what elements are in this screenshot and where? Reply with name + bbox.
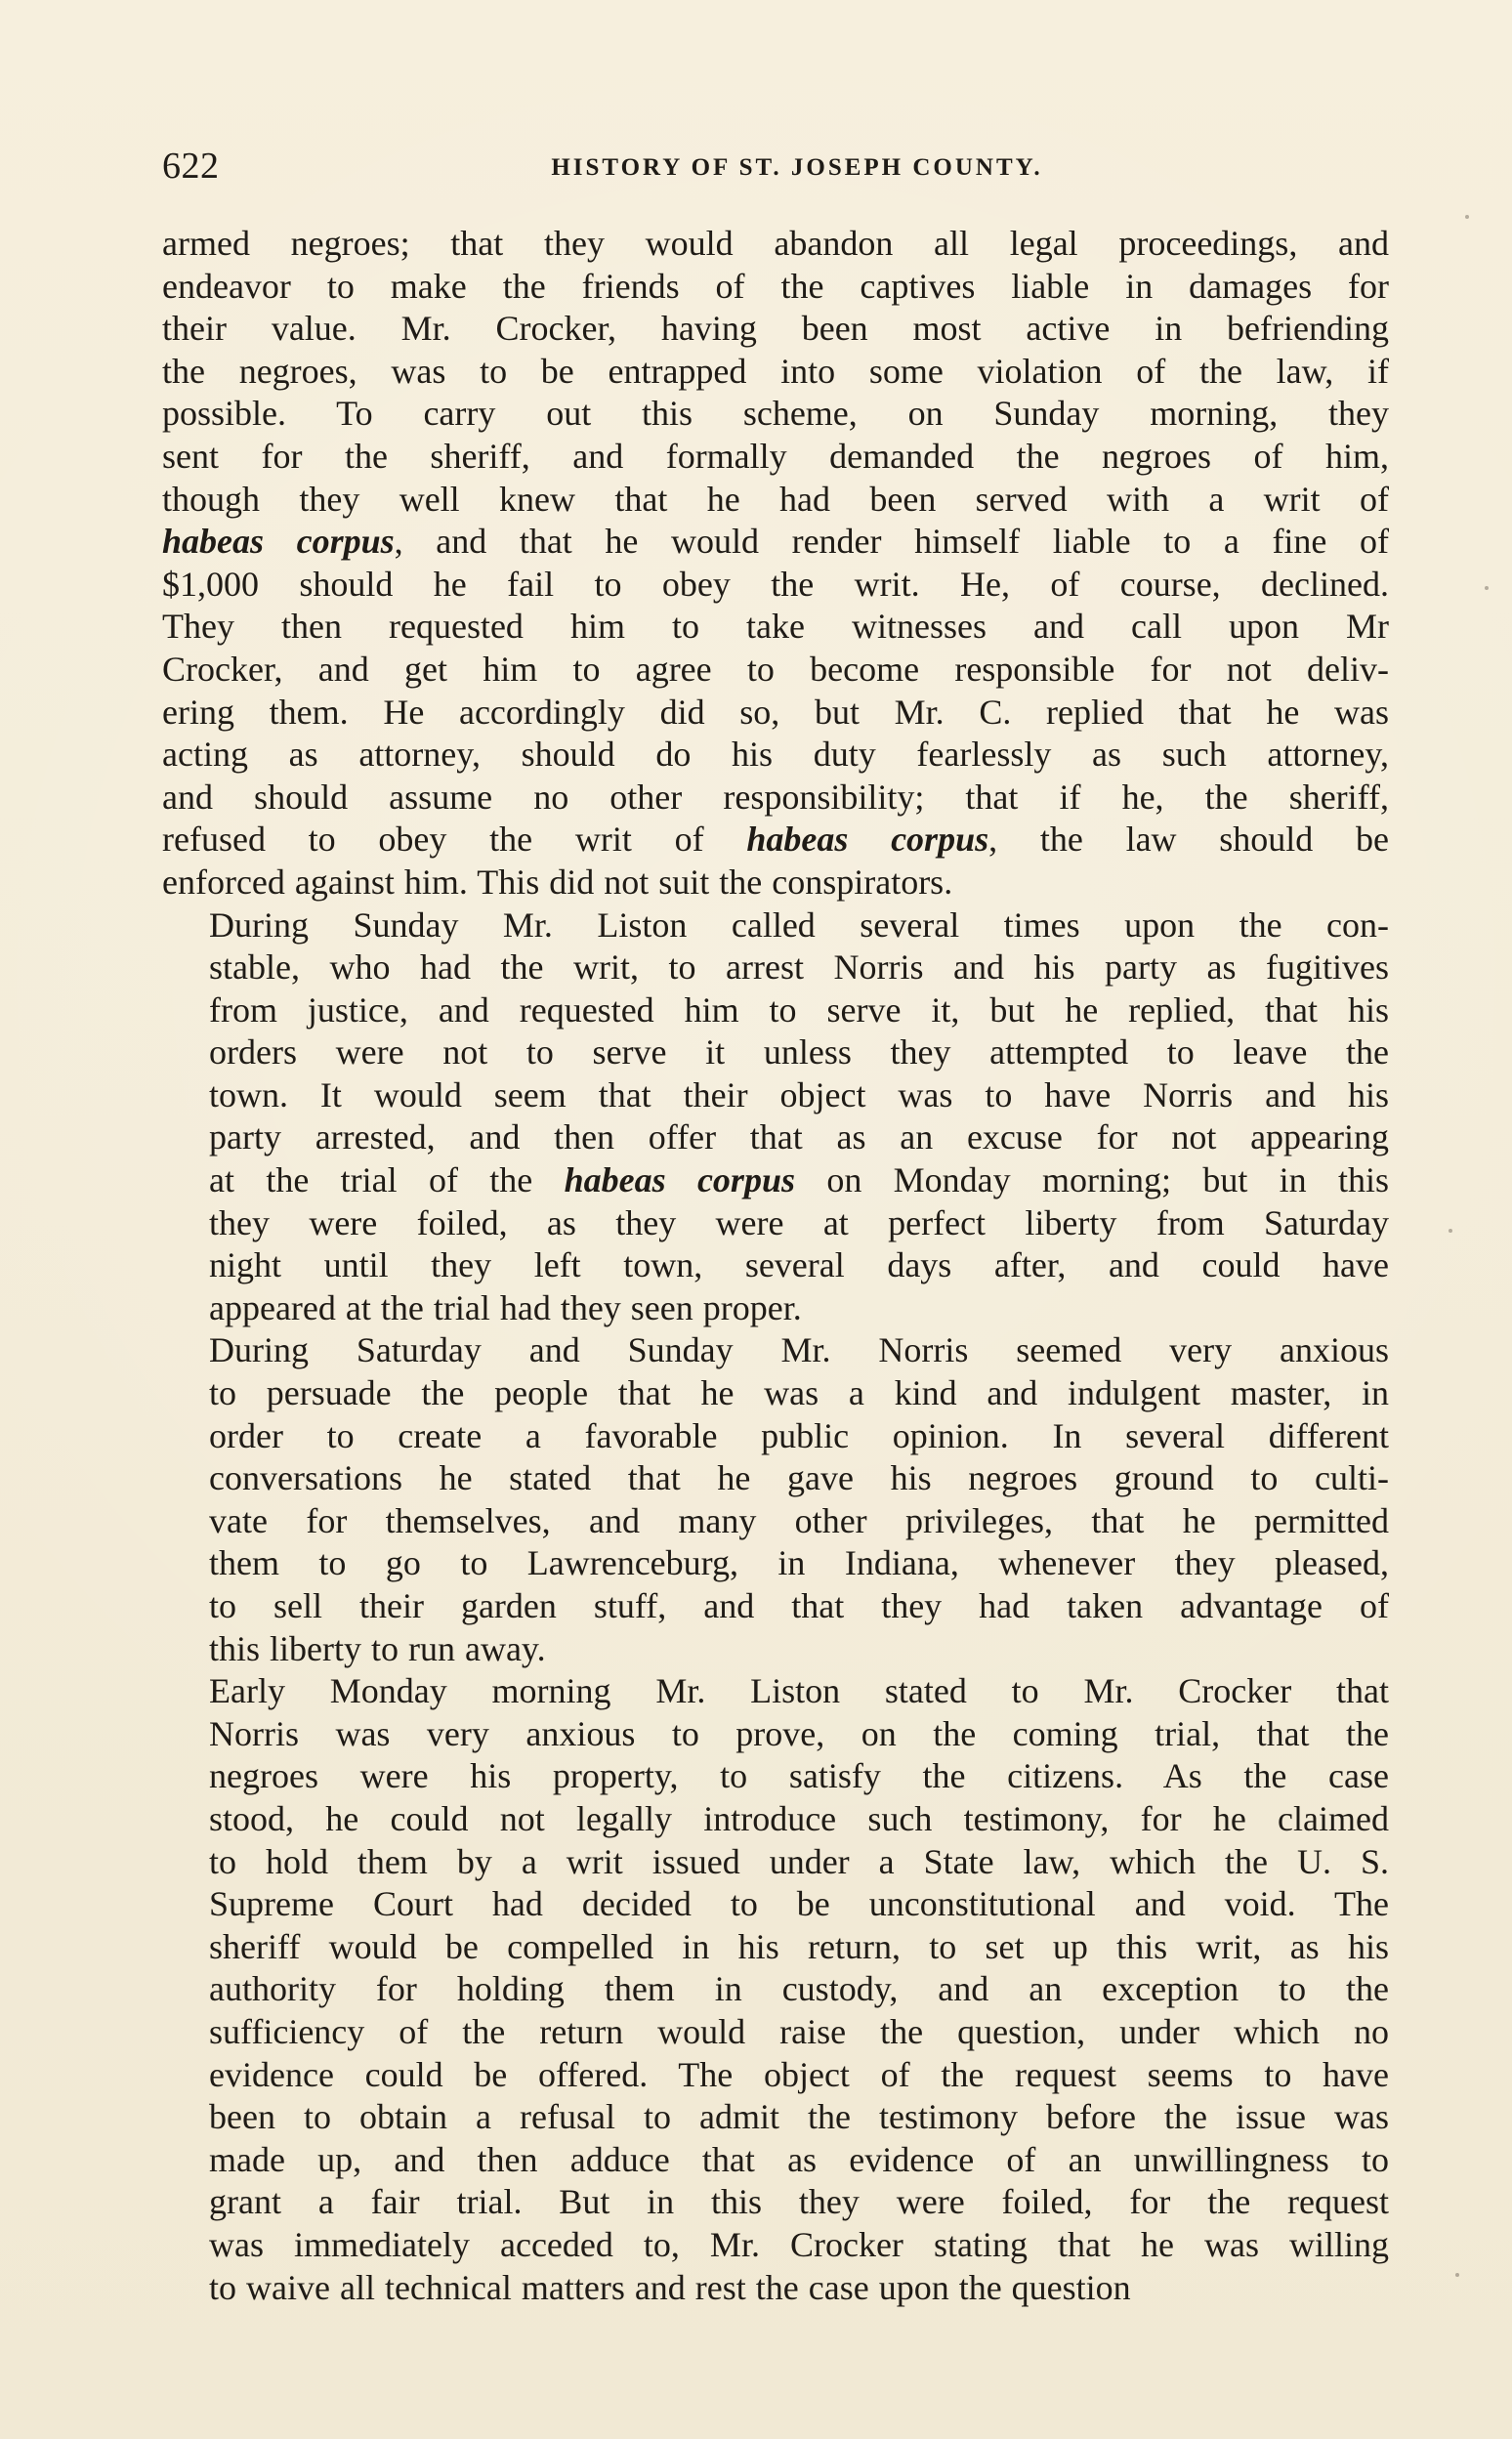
text-line: party arrested, and then offer that as an excuse for not appearing (209, 1117, 1389, 1157)
text-line: stable, who had the writ, to arrest Norris and his party as fugitives (209, 947, 1389, 988)
paper-speck (1455, 2273, 1459, 2277)
text-line: enforced against him. This did not suit the conspirators. (162, 862, 953, 902)
text-line: refused to obey the writ of habeas corpus, the law should be (162, 820, 1390, 860)
text-line: evidence could be offered. The object of the request seems to have (209, 2054, 1389, 2094)
text-line: Crocker, and get him to agree to become responsible for not deliv- (162, 649, 1389, 689)
paragraph-4 (162, 1670, 1389, 2309)
text-line: Norris was very anxious to prove, on the coming trial, that the (209, 1713, 1389, 1753)
text-line: conversations he stated that he gave his negroes ground to culti- (209, 1458, 1389, 1498)
paper-speck (1485, 586, 1489, 590)
text-line: at the trial of the habeas corpus on Monday morning; but in this (209, 1160, 1390, 1200)
text-line: stood, he could not legally introduce such testimony, for he claimed (209, 1798, 1389, 1838)
text-line: the negroes, was to be entrapped into some violation of the law, if (162, 351, 1389, 391)
text-line: During Saturday and Sunday Mr. Norris seemed very anxious (209, 1330, 1389, 1370)
text-line: was immediately acceded to, Mr. Crocker stating that he was willing (209, 2224, 1389, 2264)
text-line: Supreme Court had decided to be unconstitutional and void. The (209, 1884, 1389, 1924)
paragraph-1 (162, 223, 1389, 904)
text-line: acting as attorney, should do his duty fearlessly as such attorney, (162, 735, 1389, 775)
page-number: 622 (162, 146, 220, 187)
text-line: they were foiled, as they were at perfect liberty from Saturday (209, 1202, 1389, 1242)
text-line: this liberty to run away. (209, 1628, 546, 1668)
text-line: though they well knew that he had been served with a writ of (162, 479, 1389, 519)
paragraph-3 (162, 1329, 1389, 1670)
text-line: appeared at the trial had they seen proper. (209, 1287, 802, 1327)
italic-latin-phrase: habeas corpus (162, 522, 395, 562)
text-line: possible. To carry out this scheme, on Sunday morning, they (162, 394, 1389, 434)
paper-speck (1465, 215, 1469, 219)
italic-latin-phrase: habeas corpus (746, 820, 989, 860)
text-line: orders were not to serve it unless they attempted to leave the (209, 1032, 1389, 1072)
page-header (162, 147, 1373, 195)
text-line: ering them. He accordingly did so, but Mr. C. replied that he was (162, 692, 1389, 732)
text-line: them to go to Lawrenceburg, in Indiana, whenever they pleased, (209, 1543, 1389, 1583)
text-line: their value. Mr. Crocker, having been most active in befriending (162, 309, 1389, 349)
text-line: to sell their garden stuff, and that they had taken advantage of (209, 1586, 1389, 1625)
running-title: HISTORY OF ST. JOSEPH COUNTY. (551, 154, 1043, 181)
text-line: to persuade the people that he was a kind and indulgent master, in (209, 1373, 1389, 1413)
text-line: They then requested him to take witnesses and call upon Mr (162, 607, 1389, 647)
italic-latin-phrase: habeas corpus (564, 1160, 795, 1200)
text-line: to hold them by a writ issued under a State law, which the U. S. (209, 1841, 1389, 1881)
text-line: During Sunday Mr. Liston called several times upon the con- (209, 904, 1389, 945)
text-line: $1,000 should he fail to obey the writ. He, of course, declined. (162, 564, 1389, 604)
text-line: and should assume no other responsibility; that if he, the sheriff, (162, 777, 1389, 817)
text-line: town. It would seem that their object was to have Norris and his (209, 1074, 1389, 1114)
text-line: from justice, and requested him to serve it, but he replied, that his (209, 989, 1389, 1030)
text-line: vate for themselves, and many other privileges, that he permitted (209, 1500, 1389, 1540)
text-line: to waive all technical matters and rest the case upon the question (209, 2267, 1131, 2307)
paper-speck (1449, 1229, 1452, 1233)
text-line: order to create a favorable public opinion. In several different (209, 1415, 1389, 1455)
text-line: sheriff would be compelled in his return, to set up this writ, as his (209, 1926, 1389, 1966)
text-line: sufficiency of the return would raise the question, under which no (209, 2011, 1389, 2051)
paragraph-2 (162, 904, 1389, 1330)
text-line: sent for the sheriff, and formally demanded the negroes of him, (162, 436, 1389, 476)
text-line: Early Monday morning Mr. Liston stated to Mr. Crocker that (209, 1671, 1389, 1711)
text-line: been to obtain a refusal to admit the testimony before the issue was (209, 2097, 1389, 2137)
text-line: authority for holding them in custody, and an exception to the (209, 1969, 1389, 2009)
text-line: night until they left town, several days after, and could have (209, 1245, 1389, 1285)
text-line: endeavor to make the friends of the captives liable in damages for (162, 266, 1389, 306)
text-line: negroes were his property, to satisfy the citizens. As the case (209, 1756, 1389, 1796)
text-line: habeas corpus, and that he would render himself liable to a fine of (162, 522, 1389, 562)
text-line: grant a fair trial. But in this they were foiled, for the request (209, 2182, 1389, 2222)
text-line: made up, and then adduce that as evidence of an unwillingness to (209, 2139, 1389, 2179)
body-text (162, 223, 1389, 2309)
text-line: armed negroes; that they would abandon all legal proceedings, and (162, 224, 1389, 263)
